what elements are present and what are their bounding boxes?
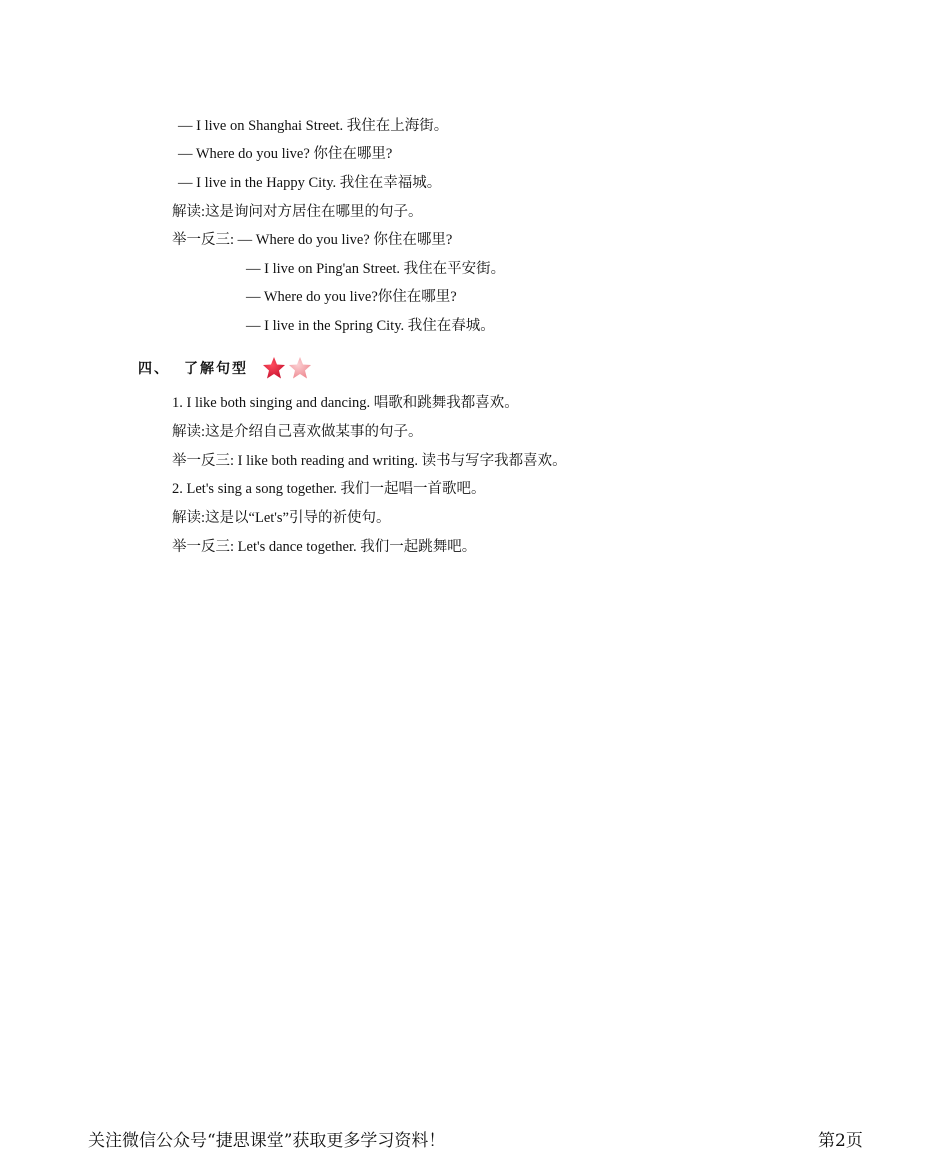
section-number: 四、 <box>138 361 170 377</box>
dialogue-line: — Where do you live? 你住在哪里? <box>178 146 393 162</box>
explanation-line: 解读:这是以“Let's”引导的祈使句。 <box>172 510 391 526</box>
example-line: 举一反三: — Where do you live? 你住在哪里? <box>172 232 453 248</box>
difficulty-stars <box>262 356 312 380</box>
star-icon <box>262 356 286 380</box>
section-heading <box>138 356 312 380</box>
sentence-line: 2. Let's sing a song together. 我们一起唱一首歌吧。 <box>172 481 486 497</box>
sentence-line: 1. I like both singing and dancing. 唱歌和跳舞我都喜欢。 <box>172 395 519 411</box>
page-number: 第2页 <box>818 1131 863 1151</box>
section-title: 了解句型 <box>184 361 248 377</box>
example-line: 举一反三: Let's dance together. 我们一起跳舞吧。 <box>172 539 477 555</box>
dialogue-line: — I live in the Happy City. 我住在幸福城。 <box>178 175 442 191</box>
example-line: — I live on Ping'an Street. 我住在平安街。 <box>246 261 506 277</box>
dialogue-line: — I live on Shanghai Street. 我住在上海街。 <box>178 118 449 134</box>
footer-note: 关注微信公众号“捷思课堂”获取更多学习资料！ <box>88 1131 446 1151</box>
star-icon <box>288 356 312 380</box>
example-line: 举一反三: I like both reading and writing. 读书与写字我都喜欢。 <box>172 453 567 469</box>
example-line: — I live in the Spring City. 我住在春城。 <box>246 318 495 334</box>
example-line: — Where do you live?你住在哪里? <box>246 289 457 305</box>
explanation-line: 解读:这是询问对方居住在哪里的句子。 <box>172 204 423 220</box>
explanation-line: 解读:这是介绍自己喜欢做某事的句子。 <box>172 424 423 440</box>
